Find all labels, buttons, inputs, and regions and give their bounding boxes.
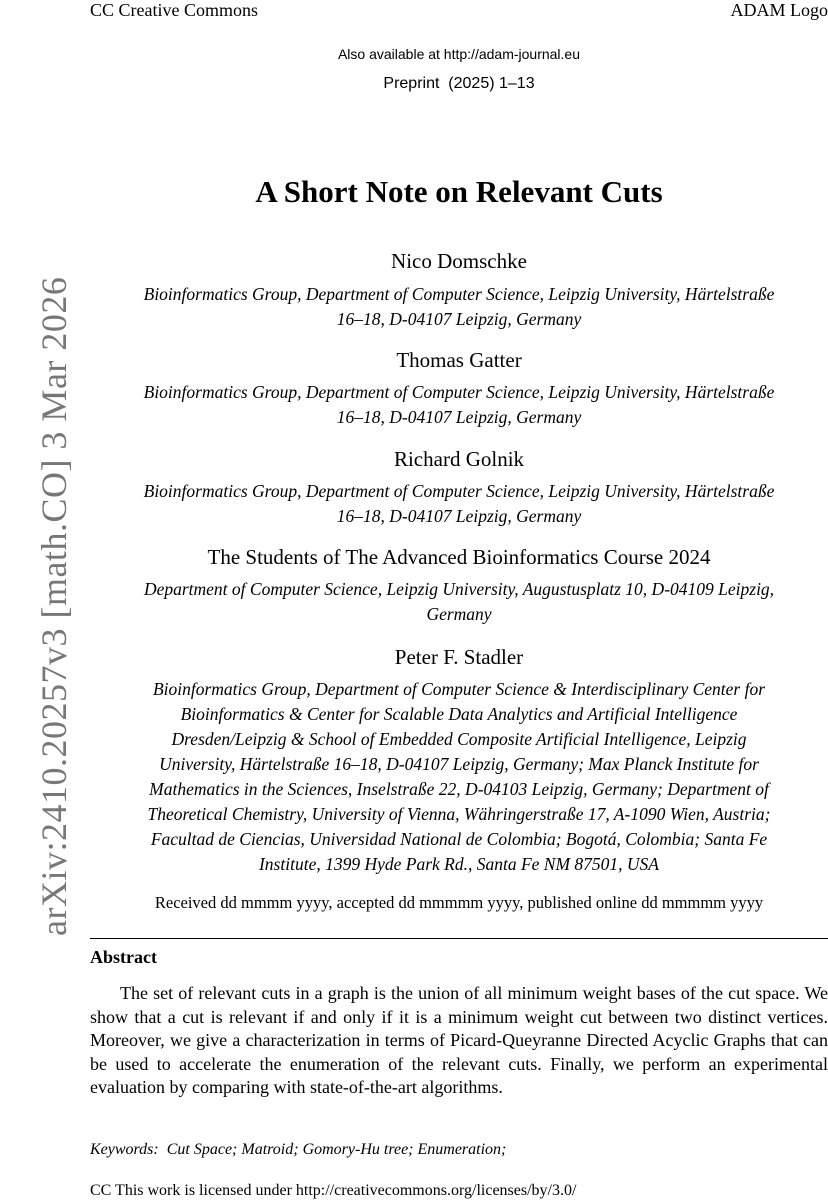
affiliation-line: University, Härtelstraße 16–18, D-04107 Leipzig, Germany; Max Planck Institute for [159,754,759,774]
author-name: Richard Golnik [393,447,525,471]
availability-note: Also available at http://adam-journal.eu [337,46,581,62]
paper-title: A Short Note on Relevant Cuts [255,174,663,209]
affiliation-line: Dresden/Leipzig & School of Embedded Composite Artificial Intelligence, Leipzig [171,729,747,749]
affiliation-line: 16–18, D-04107 Leipzig, Germany [336,309,582,329]
author-affiliation [90,380,828,430]
license-footer: CC This work is licensed under http://creativecommons.org/licenses/by/3.0/ [90,1182,577,1199]
keywords [90,1140,506,1160]
author-name: The Students of The Advanced Bioinformatics Course 2024 [207,545,711,569]
affiliation-line: 16–18, D-04107 Leipzig, Germany [336,506,582,526]
affiliation-line: Bioinformatics Group, Department of Computer Science, Leipzig University, Härtelstraße [143,382,775,402]
abstract-heading: Abstract [90,947,157,967]
section-divider [90,938,828,939]
affiliation-line: Bioinformatics Group, Department of Computer Science & Interdisciplinary Center for [152,679,766,699]
affiliation-line: Bioinformatics Group, Department of Computer Science, Leipzig University, Härtelstraße [143,481,775,501]
affiliation-line: Mathematics in the Sciences, Inselstraße 22, D-04103 Leipzig, Germany; Department of [149,779,769,799]
affiliation-line: Germany [426,604,492,624]
abstract-text: The set of relevant cuts in a graph is the union of all minimum weight bases of the cut space. We show that a cut is relevant if and only if it is a minimum weight cut between two distinct vertices. Moreover, we give a characterization in terms of Picard-Queyranne Directed Acyclic Graphs that can be used to accelerate the enumeration of the relevant cuts. Finally, we perform an experimental evaluation by comparing with state-of-the-art algorithms. [90,983,828,1097]
affiliation-line: 16–18, D-04107 Leipzig, Germany [336,407,582,427]
preprint-info: Preprint (2025) 1–13 [383,75,535,92]
arxiv-stamp-text: arXiv:2410.20257v3 [math.CO] 3 Mar 2026 [34,276,74,936]
affiliation-line: Bioinformatics & Center for Scalable Data Analytics and Artificial Intelligence [180,704,738,724]
affiliation-line: Theoretical Chemistry, University of Vienna, Währingerstraße 17, A-1090 Wien, Austria; [147,804,771,824]
publication-dates: Received dd mmmm yyyy, accepted dd mmmmm yyyy, published online dd mmmmm yyyy [154,893,764,912]
affiliation-line: Institute, 1399 Hyde Park Rd., Santa Fe NM 87501, USA [258,854,659,874]
affiliation-line: Department of Computer Science, Leipzig University, Augustusplatz 10, D-04109 Leipzig, [143,579,775,599]
affiliation-line: Facultad de Ciencias, Universidad National de Colombia; Bogotá, Colombia; Santa Fe [150,829,768,849]
author-affiliation [90,282,828,332]
author-affiliation [90,677,828,877]
author-name: Peter F. Stadler [394,645,524,669]
author-name: Thomas Gatter [396,348,522,372]
keywords-label: Keywords: [90,1141,159,1158]
author-affiliation [90,577,828,627]
keywords-list: Cut Space; Matroid; Gomory-Hu tree; Enumeration; [166,1141,507,1158]
header-left: CC Creative Commons [90,0,258,20]
header-right: ADAM Logo [730,0,828,20]
author-name: Nico Domschke [391,249,527,273]
arxiv-stamp [0,0,74,950]
affiliation-line: Bioinformatics Group, Department of Computer Science, Leipzig University, Härtelstraße [143,284,775,304]
author-affiliation [90,479,828,529]
